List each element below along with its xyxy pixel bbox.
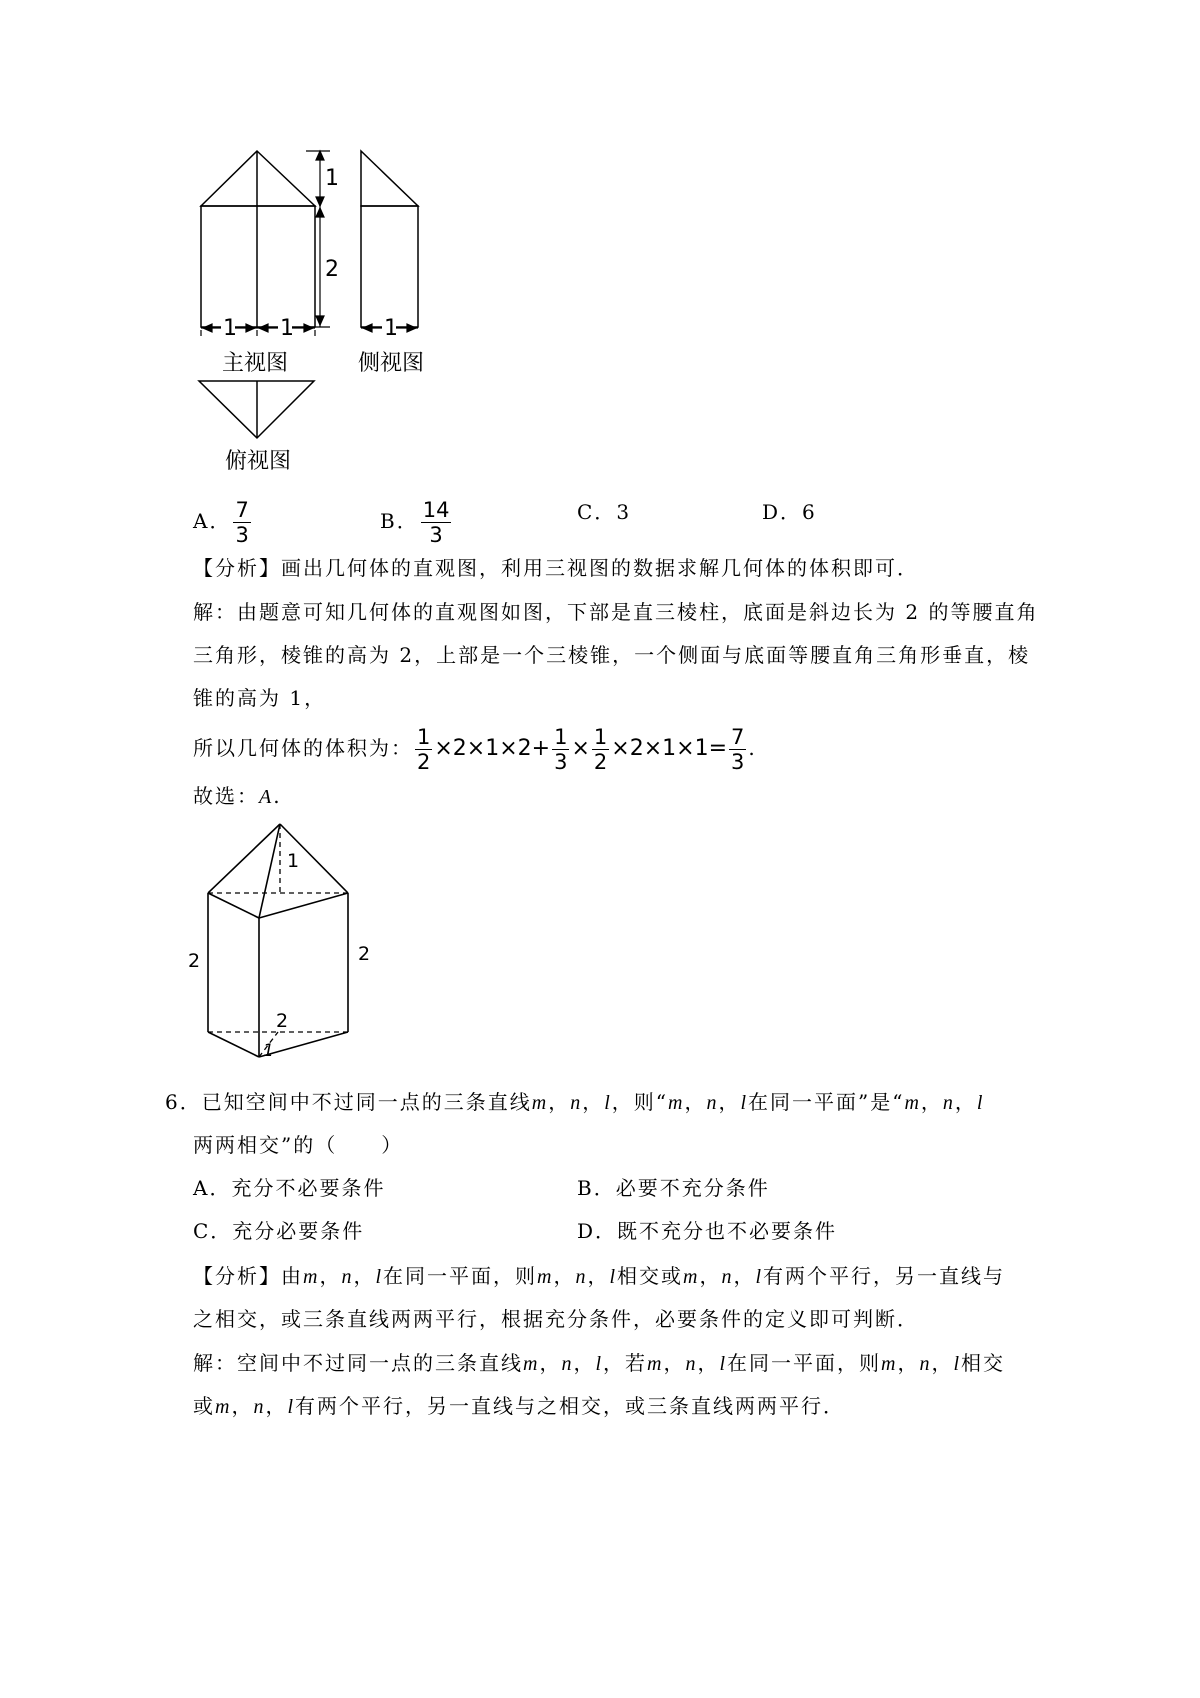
q6-solution-line2: 或m，n，l有两个平行，另一直线与之相交，或三条直线两两平行．	[193, 1394, 846, 1418]
dim-height-label: 2	[325, 257, 339, 282]
q6-option-a: A．充分不必要条件	[193, 1176, 386, 1200]
front-width-dimension	[201, 324, 315, 336]
right-height-label: 2	[358, 943, 371, 965]
pyramid-height-label: 1	[287, 850, 300, 872]
front-view-label: 主视图	[222, 351, 289, 376]
dim-top-label: 1	[325, 166, 339, 191]
q6-analysis-line1: 【分析】由m，n，l在同一平面，则m，n，l相交或m，n，l有两个平行，另一直线与	[193, 1264, 1006, 1288]
side-view-label: 侧视图	[358, 351, 425, 376]
solid-figure	[180, 815, 390, 1070]
dim-width-right-label: 1	[280, 316, 294, 341]
base-small-label: 1	[263, 1041, 274, 1061]
left-height-label: 2	[188, 950, 201, 972]
front-view	[201, 151, 315, 327]
option-c: C．3	[577, 500, 632, 524]
q5-solution-line1: 解：由题意可知几何体的直观图如图，下部是直三棱柱，底面是斜边长为 2 的等腰直角	[193, 600, 1039, 624]
three-view-figure	[180, 140, 480, 480]
q5-solution-line3: 锥的高为 1，	[193, 686, 327, 710]
dim-width-left-label: 1	[223, 316, 237, 341]
dim-side-width-label: 1	[384, 316, 398, 341]
side-view	[361, 151, 418, 327]
q6-option-b: B．必要不充分条件	[577, 1176, 770, 1200]
q6-stem-line1: 6．已知空间中不过同一点的三条直线m，n，l，则“m，n，l在同一平面”是“m，n，l	[165, 1090, 985, 1114]
q6-option-c: C．充分必要条件	[193, 1219, 365, 1243]
q6-solution-line1: 解：空间中不过同一点的三条直线m，n，l，若m，n，l在同一平面，则m，n，l相交	[193, 1351, 1006, 1375]
q6-analysis-line2: 之相交，或三条直线两两平行，根据充分条件，必要条件的定义即可判断．	[193, 1307, 919, 1331]
q5-answer: 故选：A.	[193, 784, 282, 808]
q5-solution-line2: 三角形，棱锥的高为 2，上部是一个三棱锥，一个侧面与底面等腰直角三角形垂直，棱	[193, 643, 1031, 667]
top-view	[199, 381, 314, 438]
q6-stem-line2: 两两相交”的（ ）	[193, 1133, 404, 1157]
top-view-label: 俯视图	[225, 449, 292, 474]
base-hypotenuse-label: 2	[276, 1010, 289, 1032]
q5-analysis: 【分析】画出几何体的直观图，利用三视图的数据求解几何体的体积即可．	[193, 556, 919, 580]
q5-volume-formula: 所以几何体的体积为： $\frac{1}{2}$ ×2×1×2+ $\frac{1}{3}$ × $\frac{1}{2}$ ×2×1×1= $\frac{7}{3}$ .	[193, 725, 757, 774]
q6-option-d: D．既不充分也不必要条件	[577, 1219, 838, 1243]
option-d: D．6	[762, 500, 817, 524]
option-a: A． $\frac{7}{3}$	[193, 498, 249, 547]
option-b: B． $\frac{14}{3}$	[380, 498, 450, 547]
